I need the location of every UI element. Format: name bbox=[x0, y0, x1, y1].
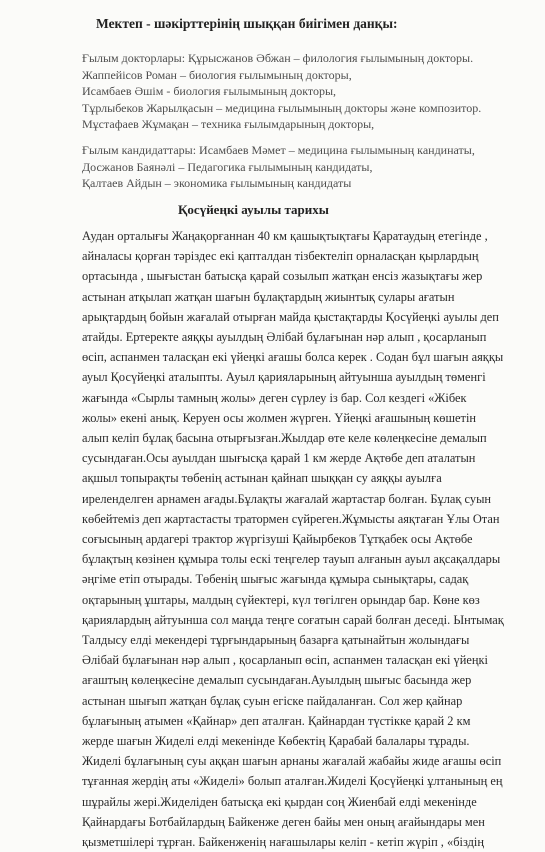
paragraph-line: оқтарының ұштары, малдың сүйектері, күл төгілген орындар бар. Көне көз bbox=[82, 592, 480, 607]
paragraph-line: иреленделген арнамен ағады.Бұлақты жағалай жартастар болған. Бұлақ суын bbox=[82, 491, 492, 506]
paragraph-line: соғысының ардагері трактор жүргізуші Қайырбеков Тұтқабек осы Ақтөбе bbox=[82, 532, 473, 547]
paragraph-line: ауыл Қосүйеңкі аталыпты. Ауыл қарияларының айтуынша ауылдың төменгі bbox=[82, 370, 486, 385]
paragraph-line: қариялардың айтуынша сол маңда теңге соғатын сарай болған деседі. Ынтымақ bbox=[82, 612, 504, 627]
paragraph-line: Аудан орталығы Жаңақорғаннан 40 км қашықтықтағы Қаратаудың етегінде , bbox=[82, 229, 488, 243]
paragraph-line: шұрайлы жері.Жиделіден батысқа екі қырдан соң Жиенбай елді мекенінде bbox=[82, 794, 477, 809]
paragraph-line: өсіп, аспанмен таласқан екі үйеңкі ағашы болса керек . Содан бұл шағын аяққы bbox=[82, 350, 504, 365]
paragraph-line: астынан атқылап жатқан шағын бұлақтардың жиынтық сулары ағатын bbox=[82, 289, 455, 304]
candidate-list-item: Досжанов Баянәлі – Педагогика ғылымының кандидаты, bbox=[82, 159, 373, 174]
paragraph-line: ағаштың көлеңкесіне демалып сусындаған.Ауылдың шығыс басында жер bbox=[82, 673, 472, 688]
paragraph-line: қызметшілері тұрған. Байкенженің нағашылары келіп - кетіп жүріп , «біздің bbox=[82, 835, 484, 850]
paragraph-line: Қайнардағы Ботбайлардың Байкенже деген байы мен оның ағайындары мен bbox=[82, 814, 485, 829]
paragraph-line: сусындаған.Осы ауылдан шығысқа қарай 1 км жерде Ақтөбе деп аталатын bbox=[82, 451, 476, 466]
page-heading: Мектеп - шәкірттерінің шыққан биігімен данқы: bbox=[96, 16, 398, 31]
candidate-list-item: Қалтаев Айдын – экономика ғылымының кандидаты bbox=[82, 176, 352, 191]
history-paragraph bbox=[82, 226, 522, 852]
paragraph-line: көбейтеміз деп жартастасты тратормен сүйреген.Жұмысты аяқтаған Ұлы Отан bbox=[82, 511, 500, 526]
doctor-list-item: Тұрлыбеков Жарылқасын – медицина ғылымының докторы және композитор. bbox=[82, 100, 482, 115]
paragraph-line: ортасында , шығыстан батысқа қарай созылып жатқан енсіз жазықтағы жер bbox=[82, 269, 483, 284]
paragraph-line: жерде шағын Жиделі елді мекенінде Көбектің Қарабай балалары тұрады. bbox=[82, 734, 470, 749]
section-title: Қосүйеңкі ауылы тарихы bbox=[178, 202, 329, 217]
doctor-list-item: Жаппейісов Роман – биология ғылымының докторы, bbox=[82, 67, 352, 82]
paragraph-line: тұғанная жердің аты «Жиделі» болып аталған.Жиделі Қосүйеңкі ұлтанының ең bbox=[82, 774, 503, 789]
paragraph-line: алып келіп бұлақ басына отырғызған.Жылдар өте келе көлеңкесіне демалып bbox=[82, 431, 487, 446]
paragraph-line: бұлағының атымен «Қайнар» деп аталған. Қайнардан түстікке қарай 2 км bbox=[82, 713, 471, 728]
paragraph-line: жолы» екені анық. Керуен осы жолмен жүрген. Үйеңкі ағашының көшетін bbox=[82, 410, 477, 425]
paragraph-line: Әлібай бұлағынан нәр алып , қосарланып өсіп, аспанмен таласқан екі үйеңкі bbox=[82, 653, 488, 668]
paragraph-line: ақшыл топырақты төбенің астынан қайнап шыққан су аяққы ауылға bbox=[82, 471, 442, 486]
doctor-list-item: Ғылым докторлары: Құрысжанов Әбжан – филология ғылымының докторы. bbox=[82, 51, 474, 65]
doctor-list-item: Исамбаев Әшім - биология ғылымының докторы, bbox=[82, 84, 337, 99]
doctors-list bbox=[82, 50, 481, 133]
paragraph-line: Талдысу елді мекендері тұрғындарының базарға қатынайтын жолындағы bbox=[82, 633, 470, 648]
paragraph-line: әңгіме етіп отырады. Төбенің шығыс жағында құмыра сынықтары, садақ bbox=[82, 572, 469, 587]
paragraph-line: арықтардың бойын жағалай отырған майда қыстақтарды Қосүйеңкі ауылы деп bbox=[82, 309, 499, 324]
paragraph-line: атайды. Ертеректе аяққы ауылдың Әлібай бұлағынан нәр алып , қосарланып bbox=[82, 330, 487, 345]
candidate-list-item: Ғылым кандидаттары: Исамбаев Мәмет – медицина ғылымының кандинаты, bbox=[82, 143, 475, 157]
candidates-list bbox=[82, 142, 475, 192]
paragraph-line: жағында «Сырлы тамның жолы» деген сүрлеу із бар. Сол кездегі «Жібек bbox=[82, 390, 467, 405]
paragraph-line: Жиделі бұлағының суы аққан шағын арнаны жағалай жабайы жиде ағашы өсіп bbox=[82, 754, 502, 769]
doctor-list-item: Мұстафаев Жұмақан – техника ғылымдарының докторы, bbox=[82, 117, 375, 132]
paragraph-line: астынан шығып жатқан бұлақ суын егіске пайдаланған. Сол жер қайнар bbox=[82, 693, 463, 708]
paragraph-line: айналасы қорған тәріздес екі қапталдан тізбектеліп орналасқан қырлардың bbox=[82, 249, 479, 264]
paragraph-line: бұлақтың көзінен құмыра толы ескі теңгелер тауып алғанын ауыл ақсақалдары bbox=[82, 552, 501, 567]
